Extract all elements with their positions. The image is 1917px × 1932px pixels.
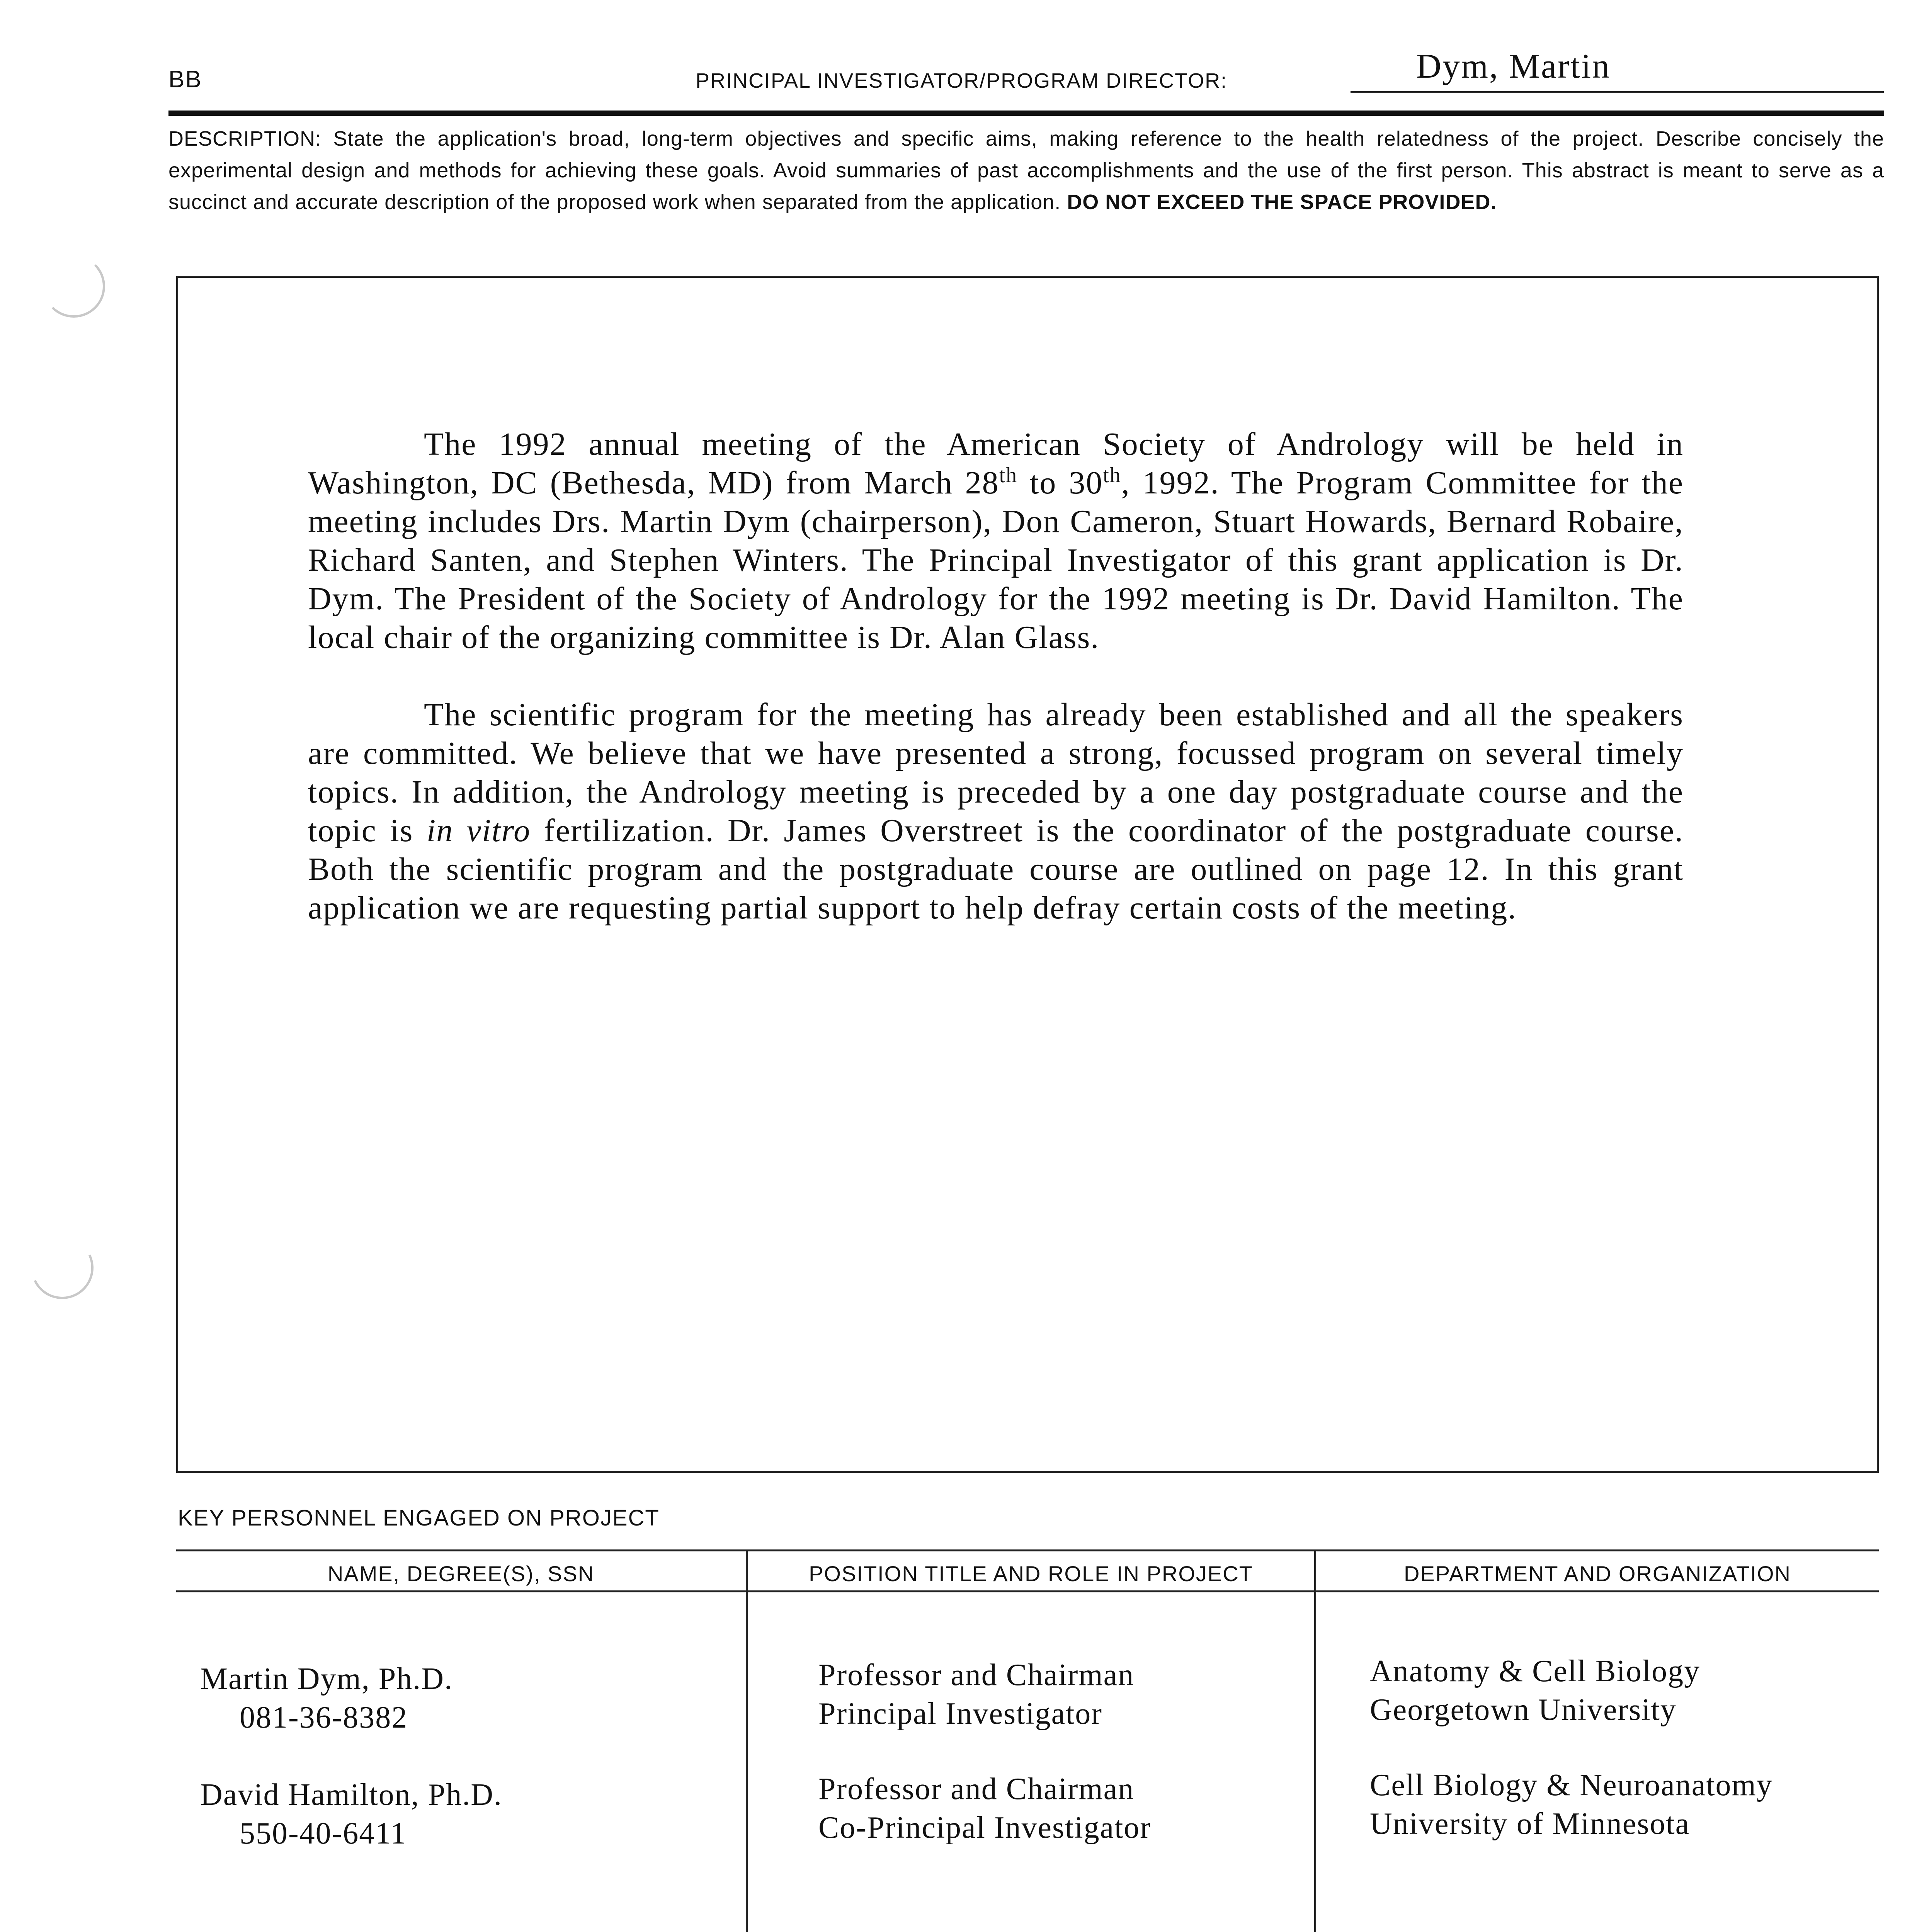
person-title: Professor and Chairman <box>818 1658 1135 1692</box>
description-warning: DO NOT EXCEED THE SPACE PROVIDED. <box>1067 190 1497 214</box>
binder-hole-mark <box>43 255 105 318</box>
pi-label: PRINCIPAL INVESTIGATOR/PROGRAM DIRECTOR: <box>696 69 1228 92</box>
column-divider <box>746 1549 748 1932</box>
person-department: Anatomy & Cell Biology <box>1370 1654 1701 1688</box>
pi-name: Dym, Martin <box>1416 47 1611 85</box>
person-role: Co-Principal Investigator <box>818 1811 1151 1845</box>
column-header-position: POSITION TITLE AND ROLE IN PROJECT <box>809 1561 1253 1586</box>
person-department: Cell Biology & Neuroanatomy <box>1370 1768 1773 1802</box>
description-instructions <box>168 123 1884 218</box>
pi-underline <box>1351 91 1884 93</box>
table-header-rule <box>176 1590 1879 1592</box>
person-organization: Georgetown University <box>1370 1693 1677 1727</box>
person-ssn: 550-40-6411 <box>240 1816 407 1850</box>
person-organization: University of Minnesota <box>1370 1807 1690 1841</box>
person-title: Professor and Chairman <box>818 1772 1135 1806</box>
column-divider <box>1314 1549 1316 1932</box>
column-header-name: NAME, DEGREE(S), SSN <box>327 1561 595 1586</box>
binder-hole-mark <box>22 1228 102 1308</box>
form-code-top: BB <box>168 66 202 93</box>
column-header-department: DEPARTMENT AND ORGANIZATION <box>1404 1561 1791 1586</box>
header-rule <box>168 111 1884 116</box>
table-top-rule <box>176 1549 1879 1551</box>
person-name: David Hamilton, Ph.D. <box>200 1778 502 1812</box>
abstract-paragraph-1: The 1992 annual meeting of the American Society of Andrology will be held in Washington, DC (Bethesda, MD) from March 28th to 30th, 1992. The Program Committee for the meeting includes Drs. Martin Dym (chairperson), Don Cameron, Stuart Howards, Bernard Robaire, Richard Santen, and Stephen Winters. The Principal Investigator of this grant application is Dr. Dym. The President of the Society of Andrology for the 1992 meeting is Dr. David Hamilton. The local chair of the organizing committee is Dr. Alan Glass. <box>308 426 1684 655</box>
description-text: DESCRIPTION: State the application's broad, long-term objectives and specific aims, making reference to the health relatedness of the project. Describe concisely the experimental design and methods for achieving these goals. Avoid summaries of past accomplishments and the use of the first person. This abstract is meant to serve as a succinct and accurate description of the proposed work when separated from the application. <box>168 127 1884 214</box>
key-personnel-title: KEY PERSONNEL ENGAGED ON PROJECT <box>178 1505 660 1531</box>
person-ssn: 081-36-8382 <box>240 1701 408 1735</box>
person-name: Martin Dym, Ph.D. <box>200 1662 453 1696</box>
abstract-text <box>308 425 1684 927</box>
person-role: Principal Investigator <box>818 1697 1102 1731</box>
abstract-paragraph-2: The scientific program for the meeting has already been established and all the speakers are committed. We believe that we have presented a strong, focussed program on several timely topics. In addition, the Andrology meeting is preceded by a one day postgraduate course and the topic is in vitro fertilization. Dr. James Overstreet is the coordinator of the postgraduate course. Both the scientific program and the postgraduate course are outlined on page 12. In this grant application we are requesting partial support to help defray certain costs of the meeting. <box>308 697 1684 926</box>
